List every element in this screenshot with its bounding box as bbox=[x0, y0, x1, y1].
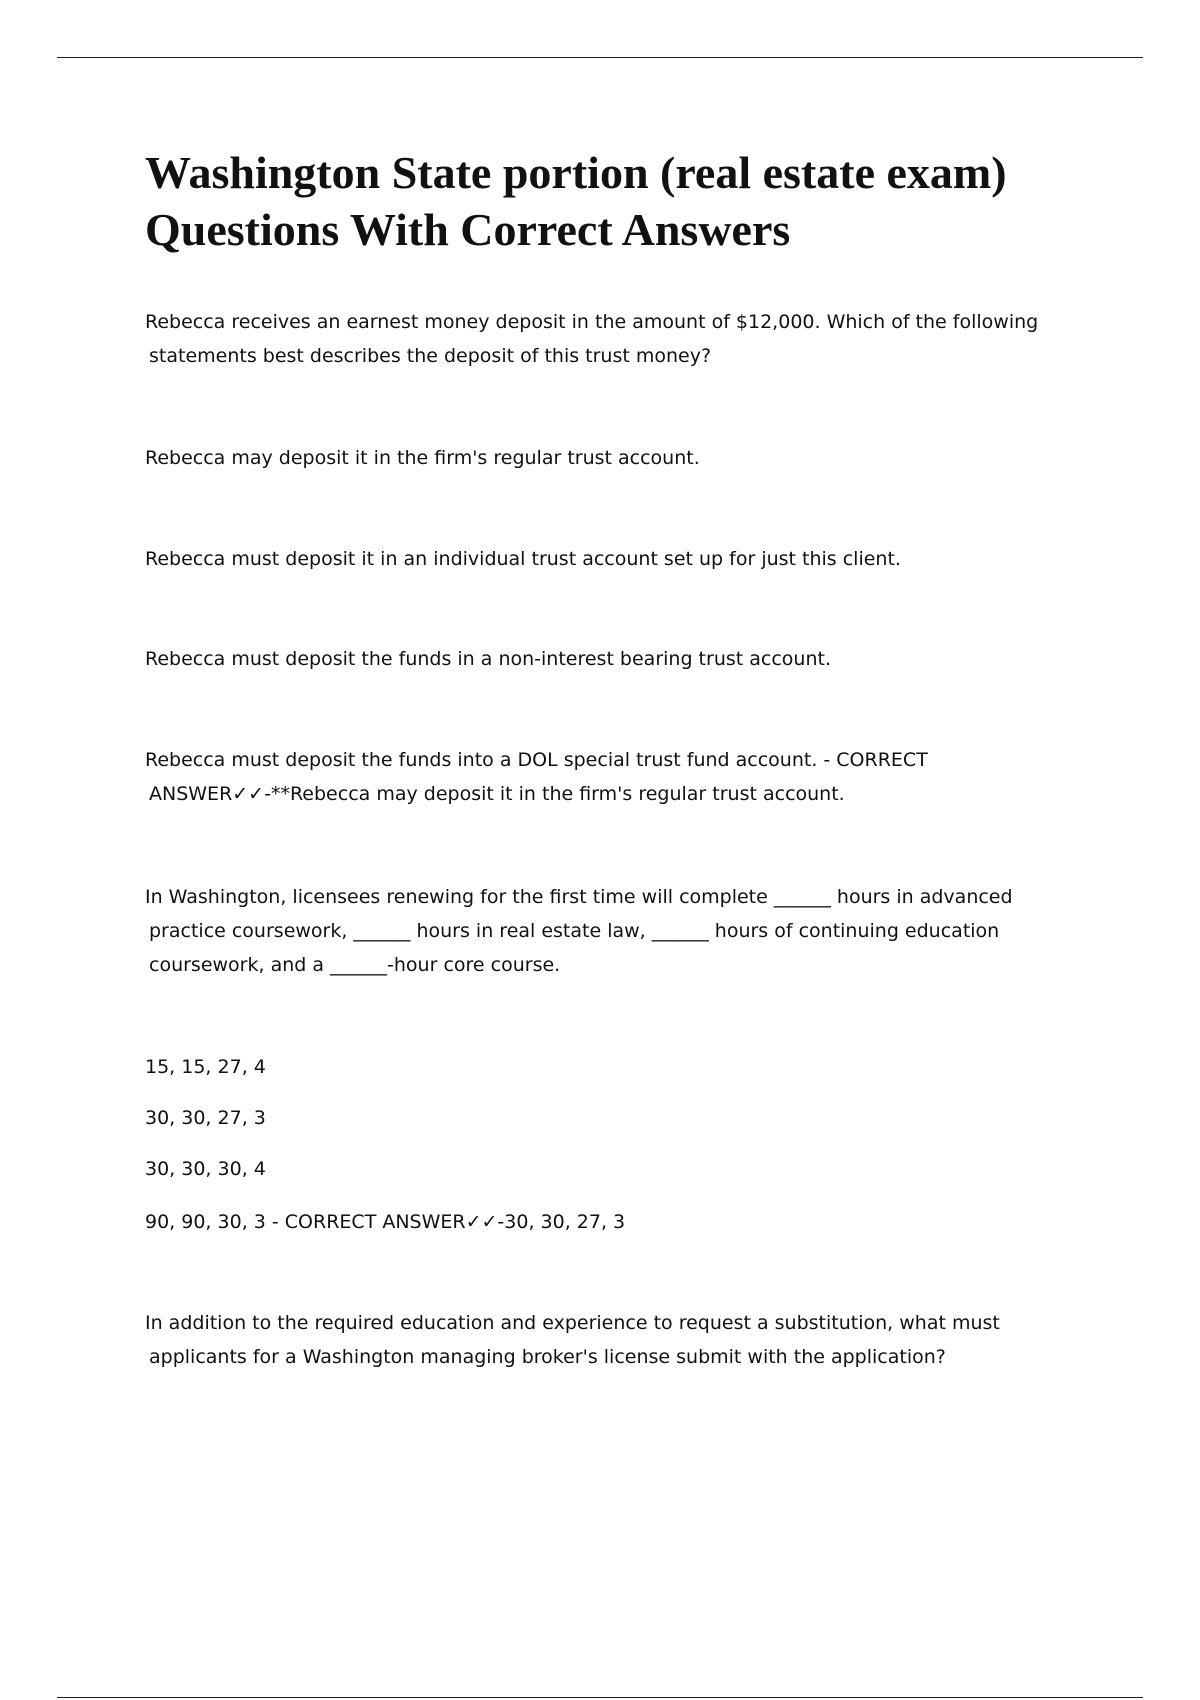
question-3-line-1: In addition to the required education and experience to request a substitution, what must bbox=[145, 1312, 1000, 1334]
question-2 bbox=[145, 880, 1095, 982]
question-1-line-1: Rebecca receives an earnest money deposit in the amount of $12,000. Which of the following bbox=[145, 311, 1039, 333]
question-2-option-a-text: 15, 15, 27, 4 bbox=[145, 1056, 266, 1078]
question-1-option-c bbox=[145, 642, 1095, 676]
question-1-option-a bbox=[145, 441, 1095, 475]
question-2-line-1: In Washington, licensees renewing for the first time will complete ______ hours in advanced bbox=[145, 886, 1013, 908]
footer-rule bbox=[57, 1697, 1143, 1698]
question-1-option-b-text: Rebecca must deposit it in an individual trust account set up for just this client. bbox=[145, 548, 901, 570]
document-title-line-2: Questions With Correct Answers bbox=[145, 204, 791, 255]
question-1-option-d-line-1: Rebecca must deposit the funds into a DOL special trust fund account. - CORRECT bbox=[145, 749, 928, 771]
document-title bbox=[145, 144, 1105, 258]
question-2-option-b-text: 30, 30, 27, 3 bbox=[145, 1107, 266, 1129]
question-1-option-a-text: Rebecca may deposit it in the firm's regular trust account. bbox=[145, 447, 700, 469]
question-1-line-2: statements best describes the deposit of this trust money? bbox=[149, 345, 712, 367]
question-2-line-2: practice coursework, ______ hours in real estate law, ______ hours of continuing education bbox=[149, 920, 1000, 942]
question-2-option-c-text: 30, 30, 30, 4 bbox=[145, 1158, 266, 1180]
question-1 bbox=[145, 305, 1095, 373]
header-rule bbox=[57, 57, 1143, 58]
question-1-answer-line: ANSWER✓✓-**Rebecca may deposit it in the firm's regular trust account. bbox=[149, 783, 845, 805]
question-1-option-b bbox=[145, 542, 1095, 576]
question-2-option-c bbox=[145, 1152, 1095, 1186]
question-2-option-b bbox=[145, 1101, 1095, 1135]
question-1-option-c-text: Rebecca must deposit the funds in a non-interest bearing trust account. bbox=[145, 648, 831, 670]
question-2-option-d-text: 90, 90, 30, 3 - CORRECT ANSWER✓✓-30, 30, 27, 3 bbox=[145, 1211, 626, 1233]
question-3-line-2: applicants for a Washington managing broker's license submit with the application? bbox=[149, 1346, 946, 1368]
document-title-line-1: Washington State portion (real estate exam) bbox=[145, 147, 1007, 198]
question-3 bbox=[145, 1306, 1095, 1374]
question-2-option-a bbox=[145, 1050, 1095, 1084]
question-2-option-d-with-answer bbox=[145, 1205, 1095, 1239]
question-2-line-3: coursework, and a ______-hour core course. bbox=[149, 954, 561, 976]
question-1-option-d-with-answer bbox=[145, 743, 1095, 811]
